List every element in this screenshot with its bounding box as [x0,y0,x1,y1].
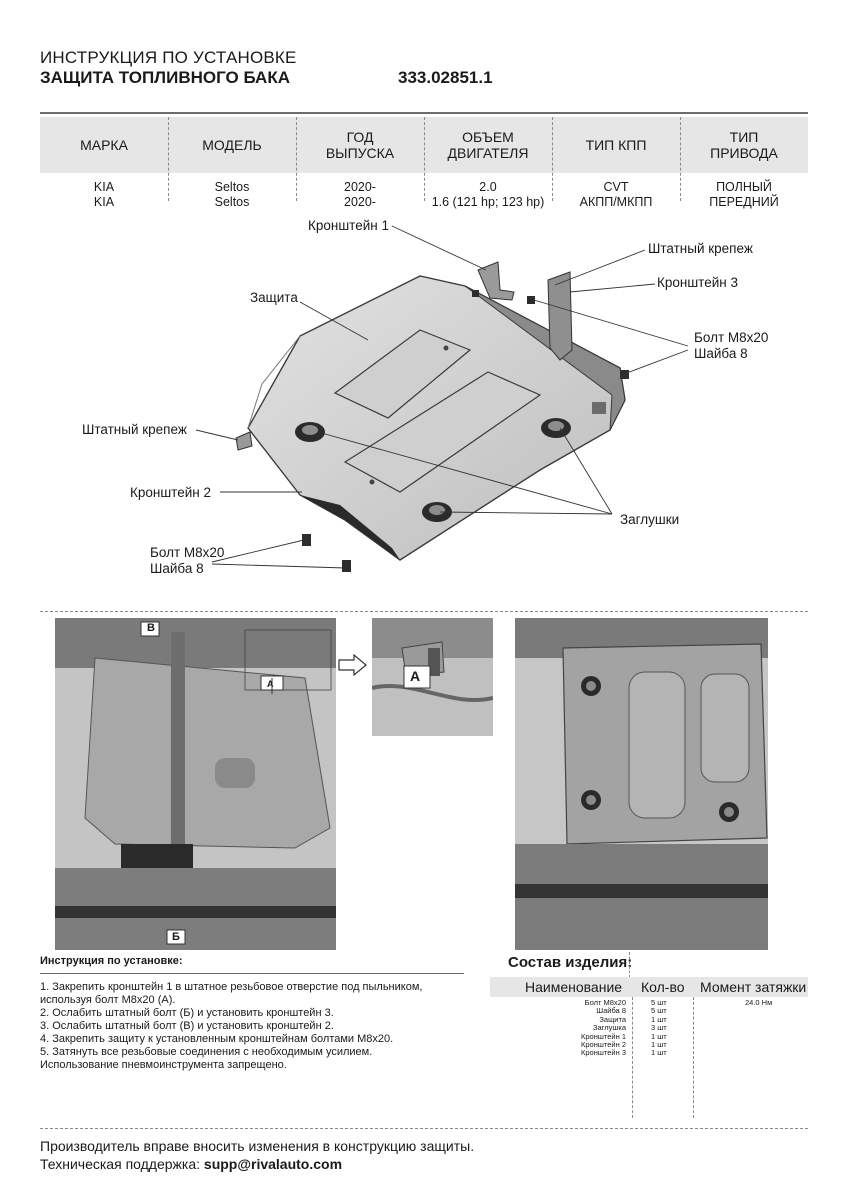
comp-header-torque: Момент затяжки [700,979,807,995]
spec-cell-model: Seltos Seltos [214,180,250,209]
spec-cell-engine: 2.0 1.6 (121 hp; 123 hp) [431,180,545,209]
comp-cell-name: Кронштейн 1 [581,1031,626,1041]
comp-cell-qty: 5 шт [651,998,667,1007]
comp-cell-name: Защита [599,1014,626,1024]
col-header-engine: ОБЪЕМ ДВИГАТЕЛЯ [447,129,529,161]
instruction-item: 1. Закрепить кронштейн 1 в штатное резьбовое отверстие под пыльником, [40,981,423,993]
col-header-model: МОДЕЛЬ [202,137,262,153]
label-bolt-right: Болт M8x20 Шайба 8 [694,330,769,361]
article-number: 333.02851.1 [398,68,493,87]
spec-cell-drive: ПОЛНЫЙ ПЕРЕДНИЙ [709,180,779,209]
label-shield: Защита [250,290,298,305]
section-divider [40,611,808,612]
comp-cell-name: Шайба 8 [596,1006,626,1016]
marker-v: В [147,622,155,634]
col-header-drive: ТИП ПРИВОДА [710,129,778,161]
comp-cell-name: Кронштейн 2 [581,1040,626,1050]
comp-cell-qty: 5 шт [651,1006,667,1016]
footer-disclaimer: Производитель вправе вносить изменения в конструкцию защиты. [40,1138,475,1154]
photo-tank-before [55,618,336,950]
product-title: ЗАЩИТА ТОПЛИВНОГО БАКА [40,68,290,87]
marker-a-large: A [410,668,421,684]
comp-header-qty: Кол-во [641,979,685,995]
composition-names [540,999,626,1058]
support-email[interactable]: supp@rivalauto.com [203,1156,343,1172]
composition-title: Состав изделия: [508,954,633,971]
comp-header-name: Наименование [525,979,623,995]
doc-title: ИНСТРУКЦИЯ ПО УСТАНОВКЕ [40,48,297,67]
composition-divider [629,952,630,978]
arrow-right-icon [338,654,368,676]
instruction-item: 3. Ослабить штатный болт (В) и установить кронштейн 2. [40,1020,334,1032]
comp-cell-qty: 1 шт [651,1048,667,1058]
instruction-item: 4. Закрепить защиту к установленным кронштейнам болтами М8х20. [40,1033,394,1045]
instruction-item: 5. Затянуть все резьбовые соединения с необходимым усилием. [40,1046,373,1058]
col-header-gearbox: ТИП КПП [585,137,647,153]
marker-a-small: A [267,679,274,689]
label-bracket-3: Кронштейн 3 [657,275,738,290]
label-bolt-left: Болт M8x20 Шайба 8 [150,545,225,576]
instruction-item: Использование пневмоинструмента запрещено. [40,1059,287,1071]
col-header-year: ГОД ВЫПУСКА [325,129,395,161]
spec-cell-year: 2020- 2020- [344,180,376,209]
photo-tank-after [515,618,768,950]
label-bracket-1: Кронштейн 1 [308,218,389,233]
comp-cell-name: Заглушка [592,1023,626,1033]
footer-support [40,1156,342,1172]
photo-detail-a [372,618,493,736]
comp-cell-name: Болт М8х20 [584,998,626,1007]
comp-cell-qty: 3 шт [651,1023,667,1033]
spec-cell-gearbox: CVT АКПП/МКПП [579,180,653,209]
comp-cell-name: Кронштейн 3 [581,1048,626,1058]
spec-cell-brand: KIA KIA [93,180,115,209]
footer-support-label: Техническая поддержка: [40,1156,204,1172]
composition-header [490,977,808,997]
label-standard-mount-left: Штатный крепеж [82,422,187,437]
marker-b: Б [172,931,180,943]
instructions-list [40,981,470,1072]
col-header-brand: МАРКА [80,137,128,153]
composition-divider [632,997,633,1118]
comp-cell-torque: 24.0 Нм [745,998,773,1007]
composition-divider [693,997,694,1118]
comp-cell-qty: 1 шт [651,1014,667,1024]
instruction-item: используя болт М8х20 (А). [40,994,176,1006]
instruction-item: 2. Ослабить штатный болт (Б) и установить кронштейн 3. [40,1007,334,1019]
comp-cell-qty: 1 шт [651,1031,667,1041]
instructions-rule [40,973,464,974]
instructions-title: Инструкция по установке: [40,955,183,967]
composition-torque [745,999,795,1007]
footer-divider [40,1128,808,1129]
composition-qty [651,999,681,1058]
label-standard-mount-top: Штатный крепеж [648,241,753,256]
label-bracket-2: Кронштейн 2 [130,485,211,500]
comp-cell-qty: 1 шт [651,1040,667,1050]
label-plugs: Заглушки [620,512,680,527]
